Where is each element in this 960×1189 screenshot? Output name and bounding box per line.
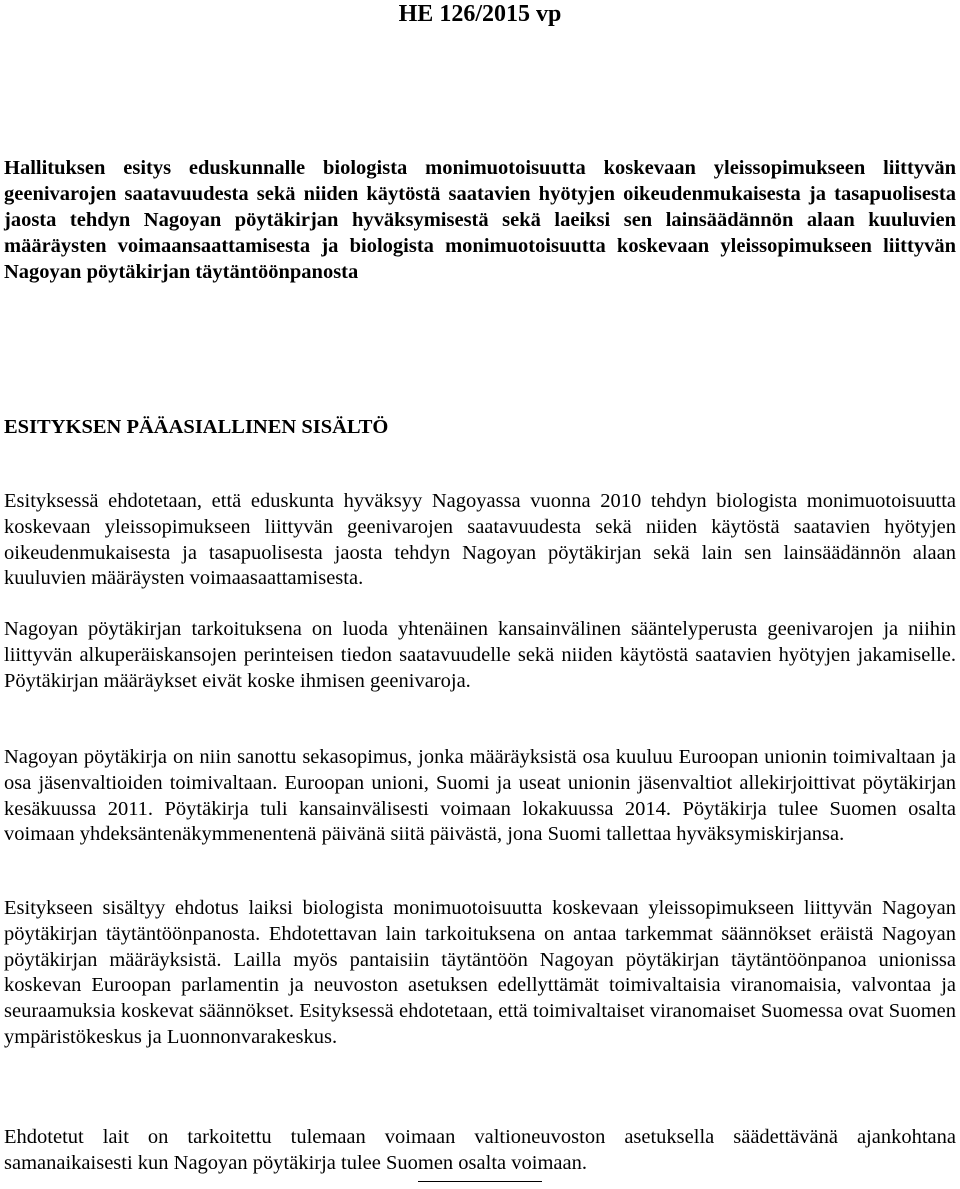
- document-id: HE 126/2015 vp: [398, 1, 562, 27]
- summary-paragraph-3: Nagoyan pöytäkirja on niin sanottu sekasopimus, jonka määräyksistä osa kuuluu Euroopan unionin toimivaltaan ja osa jäsenvaltioiden toimivaltaan. Euroopan unioni, Suomi ja useat unionin jäsenvaltiot allekirjoittivat pöytäkirjan kesäkuussa 2011. Pöytäkirja tuli kansainvälisesti voimaan lokakuussa 2014. Pöytäkirja tulee Suomen osalta voimaan yhdeksäntenäkymmenentenä päivänä siitä päivästä, jona Suomi tallettaa hyväksymiskirjansa.: [4, 746, 956, 846]
- summary-paragraph-2: Nagoyan pöytäkirjan tarkoituksena on luoda yhtenäinen kansainvälinen sääntelyperusta geenivarojen ja niihin liittyvän alkuperäiskansojen perinteisen tiedon saatavuudelle sekä niiden käytöstä saatavien hyötyjen jakamiselle. Pöytäkirjan määräykset eivät koske ihmisen geenivaroja.: [4, 618, 956, 692]
- summary-heading: ESITYKSEN PÄÄASIALLINEN SISÄLTÖ: [4, 416, 389, 438]
- proposal-title: Hallituksen esitys eduskunnalle biologista monimuotoisuutta koskevaan yleissopimukseen liittyvän geenivarojen saatavuudesta sekä niiden käytöstä saatavien hyötyjen oikeudenmukaisesta ja tasapuolisesta jaosta tehdyn Nagoyan pöytäkirjan hyväksymisestä sekä laeiksi sen lainsäädännön alaan kuuluvien määräysten voimaansaattamisesta ja biologista monimuotoisuutta koskevaan yleissopimukseen liittyvän Nagoyan pöytäkirjan täytäntöönpanosta: [4, 157, 956, 283]
- summary-paragraph-4: Esitykseen sisältyy ehdotus laiksi biologista monimuotoisuutta koskevaan yleissopimukseen liittyvän Nagoyan pöytäkirjan täytäntöönpanosta. Ehdotettavan lain tarkoituksena on antaa tarkemmat säännökset eräistä Nagoyan pöytäkirjan määräyksistä. Lailla myös pantaisiin täytäntöön Nagoyan pöytäkirjan täytäntöönpanoa unionissa koskevan Euroopan parlamentin ja neuvoston asetuksen edellyttämät toimivaltaisia viranomaisia, valvontaa ja seuraamuksia koskevat säännökset. Esityksessä ehdotetaan, että toimivaltaiset viranomaiset Suomessa ovat Suomen ympäristökeskus ja Luonnonvarakeskus.: [4, 897, 956, 1048]
- section-end-rule: [418, 1181, 542, 1182]
- summary-paragraph-1: Esityksessä ehdotetaan, että eduskunta hyväksyy Nagoyassa vuonna 2010 tehdyn biologista monimuotoisuutta koskevaan yleissopimukseen liittyvän geenivarojen saatavuudesta sekä niiden käytöstä saatavien hyötyjen oikeudenmukaisesta ja tasapuolisesta jaosta tehdyn Nagoyan pöytäkirjan sekä lain sen lainsäädännön alaan kuuluvien määräysten voimaasaattamisesta.: [4, 490, 956, 590]
- summary-paragraph-5: Ehdotetut lait on tarkoitettu tulemaan voimaan valtioneuvoston asetuksella säädettävänä ajankohtana samanaikaisesti kun Nagoyan pöytäkirja tulee Suomen osalta voimaan.: [4, 1126, 956, 1174]
